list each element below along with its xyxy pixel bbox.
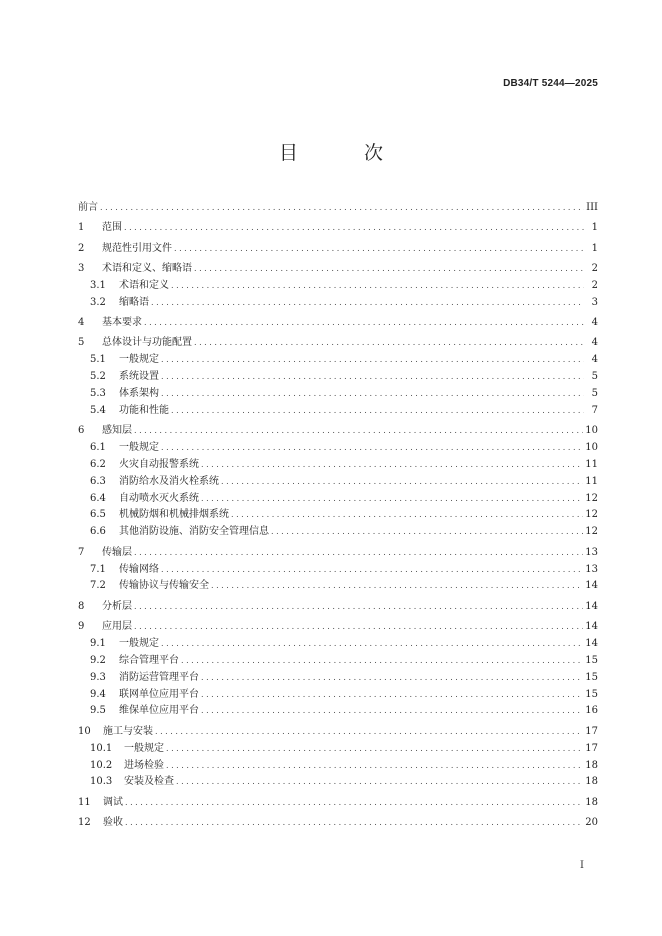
toc-entry-label: 系统设置 [119, 370, 159, 382]
toc-entry-label: 综合管理平台 [119, 654, 179, 666]
toc-entry-label: 维保单位应用平台 [119, 705, 199, 717]
toc-entry-number: 3.1 [90, 279, 106, 291]
toc-dot-leader [171, 403, 584, 420]
toc-entry-number: 9.3 [90, 671, 106, 683]
toc-dot-leader [221, 474, 583, 491]
toc-entry-page: 12 [585, 526, 598, 538]
toc-subsection-entry[interactable] [78, 403, 598, 420]
toc-dot-leader [134, 599, 583, 616]
toc-dot-leader [151, 295, 584, 312]
toc-dot-leader [166, 741, 583, 758]
toc-entry-page: 4 [591, 354, 598, 366]
toc-dot-leader [161, 386, 584, 403]
toc-entry-number: 9.1 [90, 637, 106, 649]
toc-dot-leader [161, 440, 583, 457]
toc-entry-page: 15 [585, 671, 598, 683]
toc-entry-page: 11 [585, 475, 598, 487]
toc-entry-number: 6 [78, 425, 85, 437]
toc-entry-number: 10.1 [90, 742, 113, 754]
page-number: I [580, 860, 584, 871]
toc-entry-label: 进场检验 [124, 759, 164, 771]
toc-subsection-entry[interactable] [78, 278, 598, 295]
toc-entry-page: 10 [585, 425, 598, 437]
toc-entry-number: 9.5 [90, 705, 106, 717]
toc-section-entry[interactable] [78, 795, 598, 812]
toc-section-entry[interactable] [78, 220, 598, 237]
toc-section-entry[interactable] [78, 261, 598, 278]
toc-entry-number: 6.4 [90, 492, 106, 504]
toc-entry-label: 其他消防设施、消防安全管理信息 [119, 526, 269, 538]
toc-entry-label: 消防给水及消火栓系统 [119, 475, 219, 487]
toc-entry-page: 3 [591, 296, 598, 308]
toc-entry-page: 14 [585, 580, 598, 592]
toc-subsection-entry[interactable] [78, 578, 598, 595]
toc-section-entry[interactable] [78, 619, 598, 636]
toc-entry-label: 调试 [103, 796, 123, 808]
toc-section-entry[interactable] [78, 724, 598, 741]
toc-entry-number: 7.2 [90, 580, 106, 592]
toc-entry-number: 5 [78, 337, 85, 349]
toc-entry-label: 应用层 [102, 621, 132, 632]
toc-entry-number: 12 [78, 816, 91, 828]
toc-dot-leader [171, 278, 584, 295]
toc-dot-leader [124, 220, 584, 237]
toc-entry-label: 感知层 [102, 425, 132, 437]
toc-entry-page: 15 [585, 688, 598, 700]
toc-dot-leader [144, 315, 584, 332]
toc-dot-leader [201, 491, 583, 508]
toc-section-entry[interactable] [78, 200, 598, 217]
toc-entry-page: 17 [585, 725, 598, 737]
toc-section-entry[interactable] [78, 423, 598, 440]
toc-entry-number: 5.2 [90, 370, 106, 382]
toc-entry-label: 传输网络 [119, 563, 159, 575]
toc-entry-page: 1 [591, 222, 598, 234]
toc-dot-leader [161, 352, 584, 369]
toc-dot-leader [134, 545, 583, 562]
toc-dot-leader [271, 524, 583, 541]
toc-dot-leader [161, 562, 583, 579]
toc-subsection-entry[interactable] [78, 507, 598, 524]
toc-entry-number: 10.3 [90, 776, 113, 788]
toc-entry-label: 机械防烟和机械排烟系统 [119, 509, 229, 521]
toc-entry-page: 18 [585, 759, 598, 771]
toc-section-entry[interactable] [78, 545, 598, 562]
toc-subsection-entry[interactable] [78, 687, 598, 704]
toc-entry-number: 5.4 [90, 404, 106, 416]
toc-entry-label: 术语和定义 [119, 279, 169, 291]
toc-entry-page: 13 [585, 563, 598, 575]
toc-subsection-entry[interactable] [78, 774, 598, 791]
toc-entry-label: 功能和性能 [119, 404, 169, 416]
toc-dot-leader [174, 241, 584, 258]
toc-entry-label: 总体设计与功能配置 [102, 337, 192, 349]
toc-section-entry[interactable] [78, 335, 598, 352]
toc-entry-label: 火灾自动报警系统 [119, 458, 199, 470]
toc-entry-page: 14 [585, 621, 598, 632]
toc-entry-label: 体系架构 [119, 387, 159, 399]
toc-entry-label: 一般规定 [119, 441, 159, 453]
toc-entry-label: 传输层 [102, 546, 132, 558]
toc-section-entry[interactable] [78, 315, 598, 332]
toc-subsection-entry[interactable] [78, 386, 598, 403]
toc-entry-label: 范围 [102, 222, 122, 234]
toc-entry-page: 17 [585, 742, 598, 754]
toc-entry-label: 联网单位应用平台 [119, 688, 199, 700]
toc-entry-label: 术语和定义、缩略语 [102, 262, 192, 274]
toc-dot-leader [194, 261, 584, 278]
toc-dot-leader [161, 636, 583, 653]
toc-entry-page: III [586, 202, 598, 213]
toc-entry-page: 2 [591, 262, 598, 274]
toc-entry-label: 消防运营管理平台 [119, 671, 199, 683]
toc-subsection-entry[interactable] [78, 369, 598, 386]
toc-subsection-entry[interactable] [78, 457, 598, 474]
toc-entry-number: 6.6 [90, 526, 106, 538]
toc-dot-leader [201, 457, 583, 474]
toc-entry-number: 7 [78, 546, 85, 558]
toc-entry-label: 缩略语 [119, 296, 149, 308]
toc-entry-page: 11 [585, 458, 598, 470]
toc-dot-leader [181, 653, 583, 670]
toc-entry-label: 传输协议与传输安全 [119, 580, 209, 592]
toc-entry-page: 18 [585, 796, 598, 808]
toc-entry-number: 9.2 [90, 654, 106, 666]
toc-entry-label: 分析层 [102, 600, 132, 612]
toc-entry-number: 6.1 [90, 441, 106, 453]
toc-entry-number: 9 [78, 621, 85, 632]
toc-subsection-entry[interactable] [78, 491, 598, 508]
toc-entry-label: 一般规定 [124, 742, 164, 754]
toc-entry-page: 4 [591, 337, 598, 349]
toc-entry-number: 6.5 [90, 509, 106, 521]
toc-entry-label: 一般规定 [119, 637, 159, 649]
toc-dot-leader [125, 795, 583, 812]
toc-entry-page: 15 [585, 654, 598, 666]
document-code: DB34/T 5244—2025 [503, 78, 598, 89]
toc-entry-page: 2 [591, 279, 598, 291]
toc-subsection-entry[interactable] [78, 653, 598, 670]
toc-entry-page: 5 [591, 387, 598, 399]
toc-dot-leader [100, 200, 584, 217]
toc-entry-number: 5.1 [90, 354, 106, 366]
toc-dot-leader [155, 724, 583, 741]
toc-entry-label: 规范性引用文件 [102, 242, 172, 254]
toc-entry-page: 1 [591, 242, 598, 254]
toc-entry-number: 1 [78, 222, 85, 234]
toc-entry-number: 2 [78, 242, 85, 254]
toc-entry-page: 12 [585, 509, 598, 521]
toc-entry-label: 安装及检查 [124, 776, 174, 788]
toc-entry-page: 16 [585, 705, 598, 717]
toc-subsection-entry[interactable] [78, 440, 598, 457]
toc-subsection-entry[interactable] [78, 670, 598, 687]
table-of-contents [78, 200, 598, 832]
toc-dot-leader [166, 758, 583, 775]
toc-entry-number: 9.4 [90, 688, 106, 700]
toc-entry-number: 6.2 [90, 458, 106, 470]
toc-subsection-entry[interactable] [78, 524, 598, 541]
toc-dot-leader [201, 670, 583, 687]
toc-dot-leader [125, 815, 583, 832]
toc-entry-page: 18 [585, 776, 598, 788]
toc-dot-leader [211, 578, 583, 595]
toc-subsection-entry[interactable] [78, 352, 598, 369]
toc-dot-leader [231, 507, 583, 524]
toc-dot-leader [134, 423, 583, 440]
toc-entry-label: 施工与安装 [103, 725, 153, 737]
toc-dot-leader [201, 703, 583, 720]
toc-entry-number: 6.3 [90, 475, 106, 487]
toc-section-entry[interactable] [78, 599, 598, 616]
toc-subsection-entry[interactable] [78, 741, 598, 758]
toc-section-entry[interactable] [78, 241, 598, 258]
toc-entry-page: 7 [591, 404, 598, 416]
toc-entry-number: 11 [78, 796, 91, 808]
toc-entry-page: 4 [591, 316, 598, 328]
toc-dot-leader [134, 619, 583, 636]
toc-subsection-entry[interactable] [78, 474, 598, 491]
page-title: 目 次 [278, 142, 414, 164]
toc-entry-number: 4 [78, 316, 85, 328]
toc-section-entry[interactable] [78, 815, 598, 832]
toc-entry-page: 5 [591, 370, 598, 382]
toc-entry-page: 14 [585, 637, 598, 649]
toc-dot-leader [201, 687, 583, 704]
toc-subsection-entry[interactable] [78, 295, 598, 312]
toc-entry-number: 3.2 [90, 296, 106, 308]
toc-dot-leader [176, 774, 583, 791]
toc-subsection-entry[interactable] [78, 758, 598, 775]
toc-dot-leader [161, 369, 584, 386]
toc-entry-number: 8 [78, 600, 85, 612]
toc-entry-label: 前言 [78, 202, 98, 213]
toc-entry-page: 13 [585, 546, 598, 558]
toc-subsection-entry[interactable] [78, 636, 598, 653]
toc-entry-label: 基本要求 [102, 316, 142, 328]
toc-subsection-entry[interactable] [78, 703, 598, 720]
toc-entry-page: 14 [585, 600, 598, 612]
toc-entry-page: 20 [585, 816, 598, 828]
toc-dot-leader [194, 335, 584, 352]
toc-subsection-entry[interactable] [78, 562, 598, 579]
toc-entry-page: 10 [585, 441, 598, 453]
toc-entry-page: 12 [585, 492, 598, 504]
toc-entry-label: 一般规定 [119, 354, 159, 366]
toc-entry-number: 10 [78, 725, 91, 737]
toc-entry-label: 验收 [103, 816, 123, 828]
toc-entry-number: 7.1 [90, 563, 106, 575]
toc-entry-number: 3 [78, 262, 85, 274]
toc-entry-number: 10.2 [90, 759, 113, 771]
toc-entry-label: 自动喷水灭火系统 [119, 492, 199, 504]
toc-entry-number: 5.3 [90, 387, 106, 399]
